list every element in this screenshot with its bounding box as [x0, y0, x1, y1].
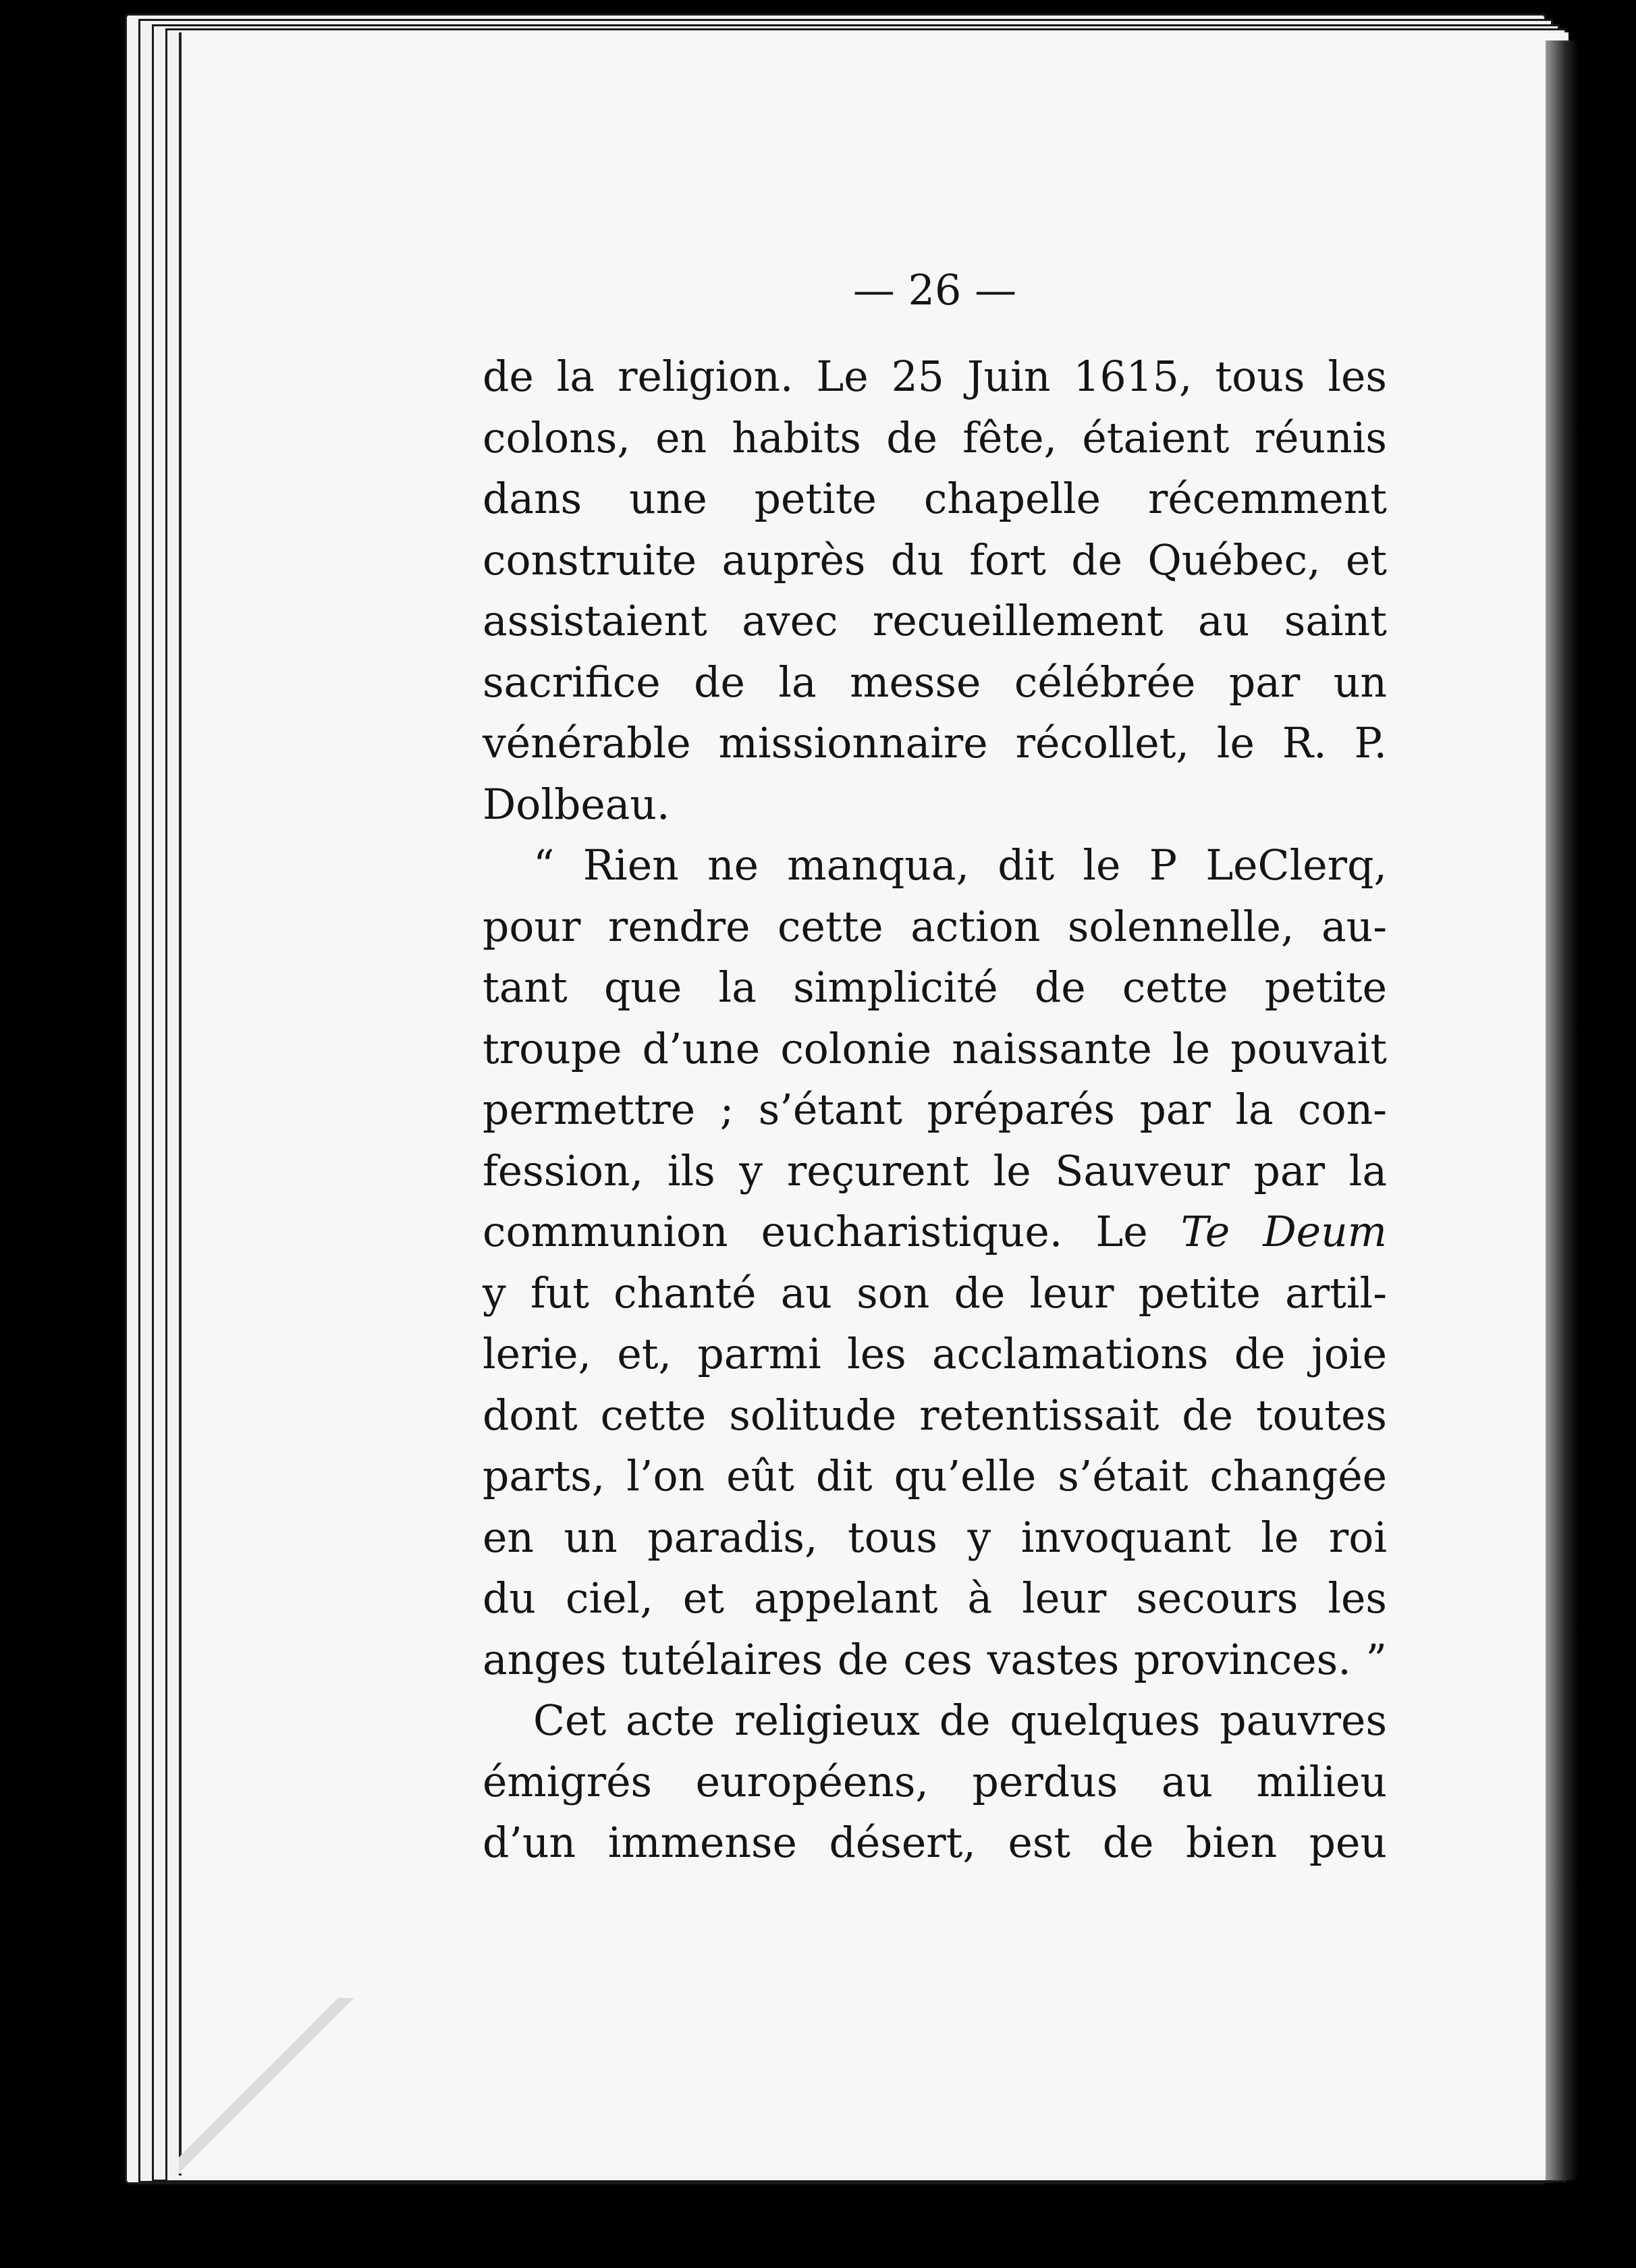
text-line: vénérable missionnaire récollet, le R. P. — [483, 719, 1387, 767]
text-line: parts, l’on eût dit qu’elle s’était changée — [483, 1452, 1387, 1501]
text-line: lerie, et, parmi les acclamations de joie — [483, 1330, 1387, 1378]
text-line: “ Rien ne manqua, dit le P LeClerq, — [533, 841, 1387, 890]
te-deum-italic: Te Deum — [1180, 1208, 1387, 1256]
text-line: tant que la simplicité de cette petite — [483, 963, 1387, 1012]
text-line: y fut chanté au son de leur petite artil- — [483, 1268, 1387, 1318]
text-line: en un paradis, tous y invoquant le roi — [483, 1513, 1387, 1562]
text-line: Dolbeau. — [483, 780, 670, 829]
text-line: dont cette solitude retentissait de toutes — [483, 1390, 1387, 1440]
text-line: construite auprès du fort de Québec, et — [483, 535, 1387, 585]
text-line: troupe d’une colonie naissante le pouvait — [483, 1024, 1387, 1073]
text-line: de la religion. Le 25 Juin 1615, tous les — [483, 352, 1387, 401]
text-line: d’un immense désert, est de bien peu — [483, 1818, 1387, 1867]
text-fragment: communion eucharistique. Le — [483, 1208, 1181, 1256]
text-line: dans une petite chapelle récemment — [483, 475, 1387, 523]
text-line: pour rendre cette action solennelle, au- — [483, 902, 1387, 951]
binding-shadow — [1546, 40, 1578, 2180]
text-line: assistaient avec recueillement au saint — [483, 597, 1387, 645]
text-line-te-deum — [483, 1202, 1387, 1263]
body-text — [483, 346, 1387, 1874]
text-line: du ciel, et appelant à leur secours les — [483, 1574, 1387, 1623]
folded-corner — [179, 1998, 402, 2174]
page-number: — 26 — — [852, 265, 1017, 315]
text-line: sacrifice de la messe célébrée par un — [483, 657, 1387, 707]
text-line: fession, ils y reçurent le Sauveur par la — [483, 1146, 1387, 1195]
text-line: permettre ; s’étant préparés par la con- — [483, 1085, 1387, 1134]
text-line: Cet acte religieux de quelques pauvres — [533, 1696, 1387, 1745]
text-line: émigrés européens, perdus au milieu — [483, 1757, 1387, 1806]
text-line: colons, en habits de fête, étaient réunis — [483, 413, 1387, 462]
text-line: anges tutélaires de ces vastes provinces. ” — [483, 1635, 1387, 1684]
